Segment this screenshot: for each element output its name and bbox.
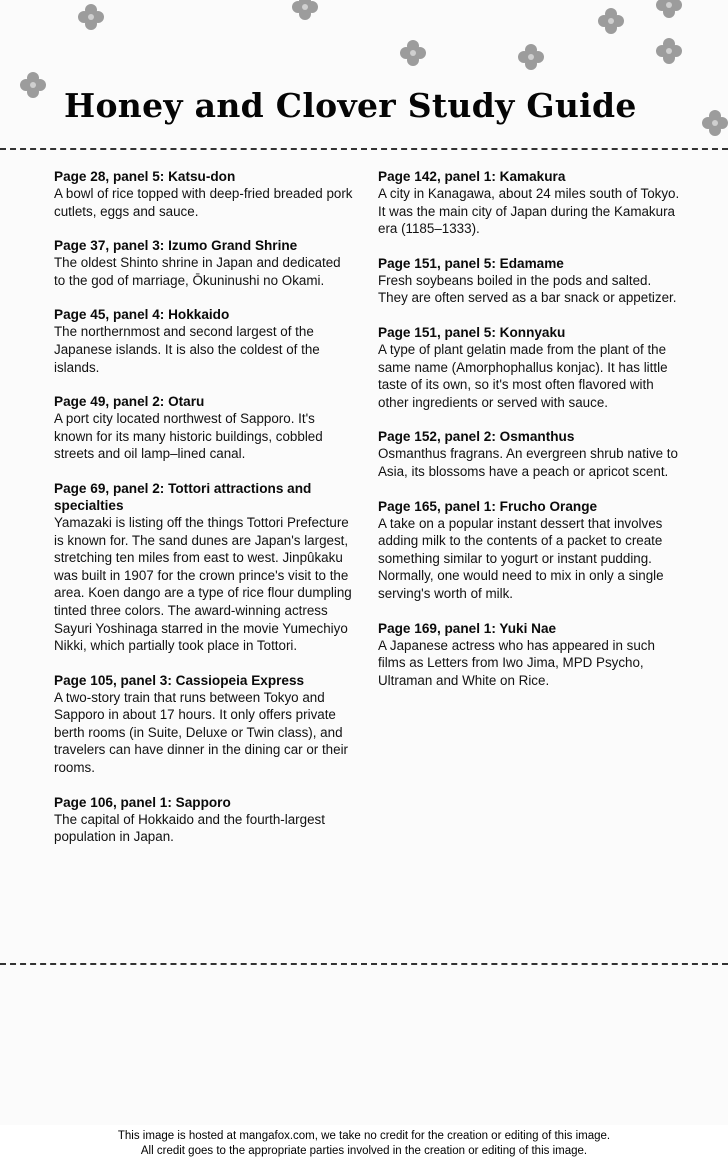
entry-heading: Page 151, panel 5: Edamame	[378, 255, 564, 271]
entry-text: The capital of Hokkaido and the fourth-largest population in Japan.	[54, 811, 325, 845]
entry-heading: Page 37, panel 3: Izumo Grand Shrine	[54, 238, 298, 254]
clover-icon	[400, 40, 426, 66]
entry-text: The oldest Shinto shrine in Japan and dedicated to the god of marriage, Ōkuninushi no Okami.	[54, 255, 341, 288]
clover-icon	[598, 8, 624, 34]
glossary-entry	[54, 393, 354, 463]
glossary-entry	[378, 620, 680, 690]
entry-heading: Page 69, panel 2: Tottori attractions and specialties	[54, 480, 312, 513]
entry-text: A take on a popular instant dessert that involves adding milk to the contents of a packet to create something similar to yogurt or instant pudding. Normally, one would need to mix in only a single serving's worth of milk.	[378, 515, 664, 601]
entry-heading: Page 151, panel 5: Konnyaku	[378, 324, 566, 340]
glossary-entry	[54, 480, 354, 655]
bottom-divider	[0, 963, 728, 965]
left-column	[54, 168, 354, 863]
entry-heading: Page 106, panel 1: Sapporo	[54, 794, 231, 810]
glossary-entry	[378, 168, 680, 238]
entry-text: A bowl of rice topped with deep-fried breaded pork cutlets, eggs and sauce.	[54, 186, 353, 219]
glossary-entry	[378, 324, 680, 411]
entry-heading: Page 142, panel 1: Kamakura	[378, 169, 566, 184]
clover-icon	[20, 72, 46, 98]
clover-icon	[292, 0, 318, 20]
entry-text: Fresh soybeans boiled in the pods and salted. They are often served as a bar snack or appetizer.	[378, 272, 677, 306]
glossary-entry	[54, 672, 354, 777]
glossary-entry	[378, 498, 680, 603]
entry-text: A type of plant gelatin made from the plant of the same name (Amorphophallus konjac). It has little taste of its own, so it's most often flavored with other ingredients or served with sauce.	[378, 341, 668, 410]
entry-heading: Page 165, panel 1: Frucho Orange	[378, 498, 598, 514]
hosting-notice	[0, 1129, 728, 1159]
top-divider	[0, 148, 728, 150]
entry-text: Osmanthus fragrans. An evergreen shrub native to Asia, its blossoms have a peach or apricot scent.	[378, 446, 678, 479]
credit-notice-line: All credit goes to the appropriate parties involved in the creation or editing of this image.	[140, 1145, 588, 1157]
glossary-entry	[54, 306, 354, 376]
entry-heading: Page 49, panel 2: Otaru	[54, 394, 205, 410]
entry-text: Yamazaki is listing off the things Tottori Prefecture is known for. The sand dunes are Japan's largest, stretching ten miles from east to west. Jinpûkaku was built in 1907 for the crown prince's visit to the area. Koen dango are a type of rice flour dumpling tinted three colors. The award-winning actress Sayuri Yoshinaga starred in the movie Yumechiyo Nikki, which partially took place in Tottori.	[54, 514, 352, 654]
clover-icon	[518, 44, 544, 70]
page-title: Honey and Clover Study Guide	[64, 86, 637, 125]
clover-icon	[78, 4, 104, 30]
entry-heading: Page 45, panel 4: Hokkaido	[54, 307, 230, 323]
clover-icon	[656, 0, 682, 18]
clover-icon	[702, 110, 728, 136]
clover-icon	[656, 38, 682, 64]
entry-text: A port city located northwest of Sapporo. It's known for its many historic buildings, cobbled streets and oil lamp–lined canal.	[54, 411, 323, 462]
glossary-entry	[54, 794, 354, 846]
entry-text: A Japanese actress who has appeared in such films as Letters from Iwo Jima, MPD Psycho, Ultraman and White on Rice.	[378, 637, 655, 688]
right-column	[378, 168, 680, 706]
glossary-entry	[54, 237, 354, 289]
entry-text: A two-story train that runs between Tokyo and Sapporo in about 17 hours. It only offers private berth rooms (in Suite, Deluxe or Twin class), and travelers can have dinner in the dining car or their rooms.	[54, 689, 349, 776]
entry-text: The northernmost and second largest of the Japanese islands. It is also the coldest of the islands.	[54, 324, 320, 375]
glossary-entry	[378, 428, 680, 480]
entry-text: A city in Kanagawa, about 24 miles south of Tokyo. It was the main city of Japan during the Kamakura era (1185–1333).	[378, 186, 680, 237]
entry-heading: Page 152, panel 2: Osmanthus	[378, 429, 575, 445]
hosting-notice-line: This image is hosted at mangafox.com, we take no credit for the creation or editing of this image.	[117, 1130, 611, 1142]
entry-heading: Page 105, panel 3: Cassiopeia Express	[54, 672, 305, 688]
glossary-entry	[378, 255, 680, 307]
entry-heading: Page 28, panel 5: Katsu-don	[54, 169, 236, 184]
glossary-entry	[54, 168, 354, 220]
entry-heading: Page 169, panel 1: Yuki Nae	[378, 620, 557, 636]
